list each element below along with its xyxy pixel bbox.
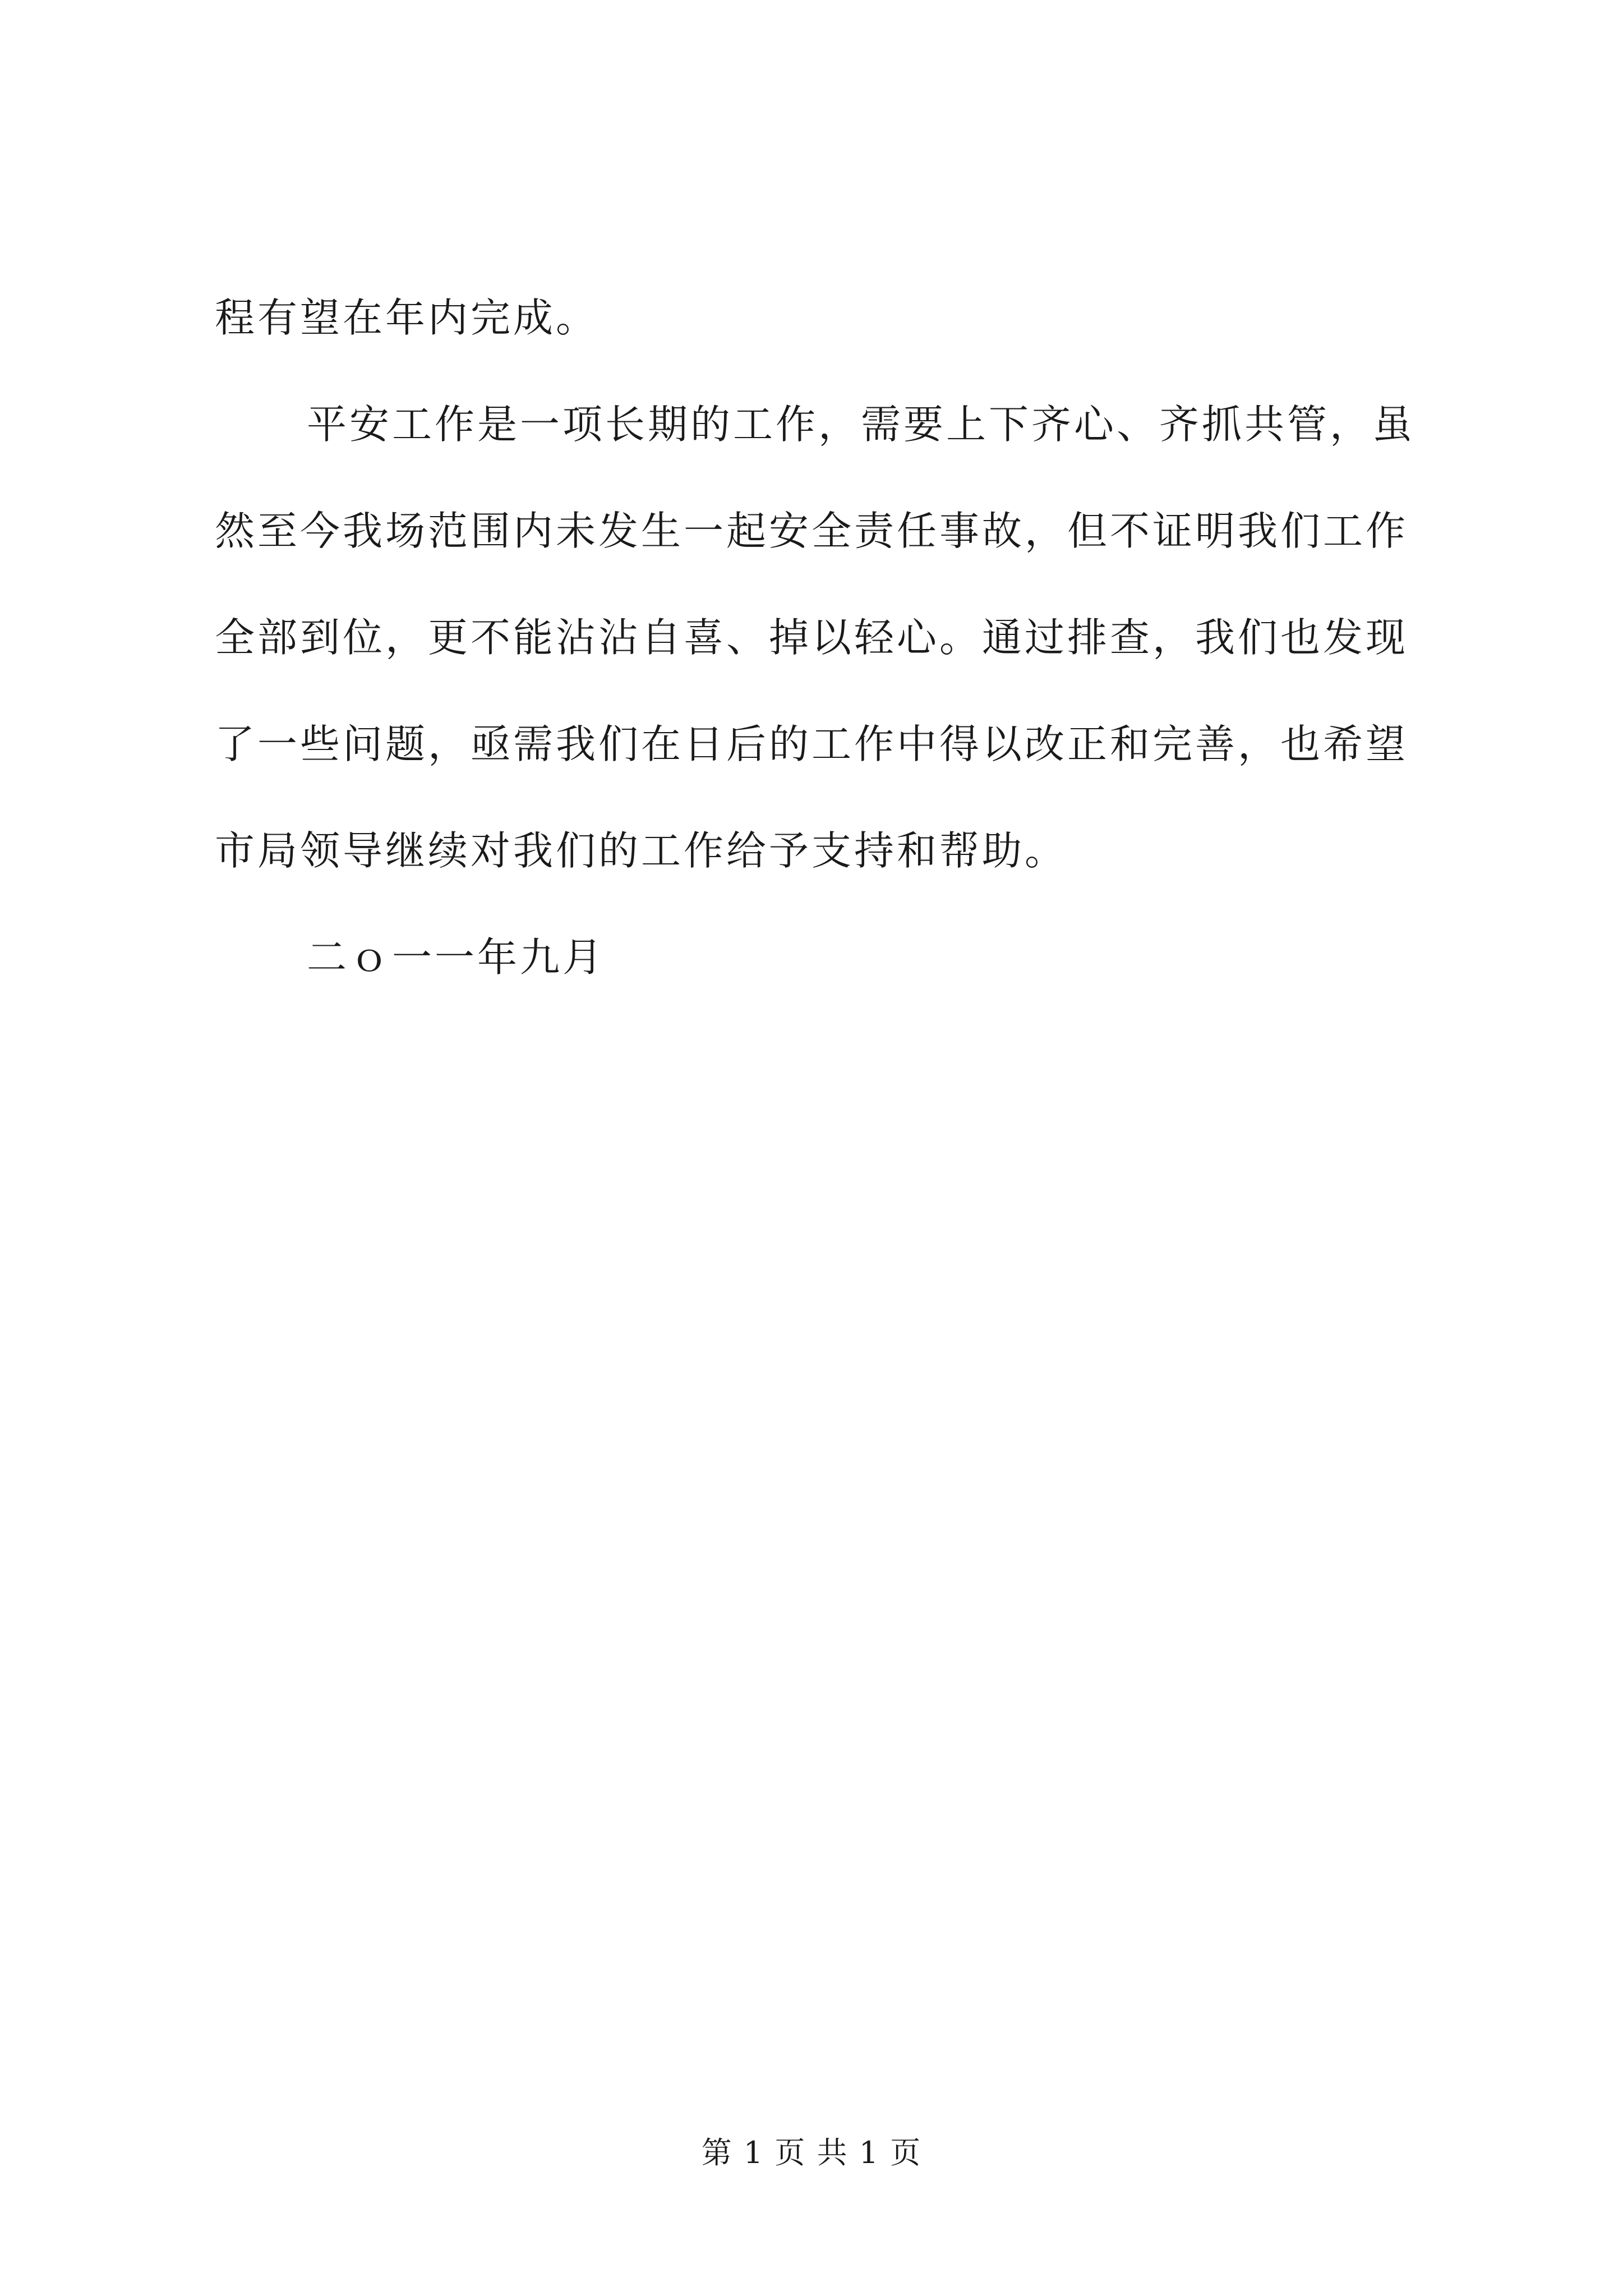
date-line: 二ｏ一一年九月: [307, 934, 606, 981]
paragraph-line: 市局领导继续对我们的工作给予支持和帮助。: [215, 827, 1068, 874]
document-body: [215, 265, 1421, 1011]
paragraph-line: 平安工作是一项长期的工作，需要上下齐心、齐抓共管，虽: [307, 401, 1415, 448]
paragraph-line: 了一些问题，亟需我们在日后的工作中得以改正和完善，也希望: [215, 721, 1409, 767]
paragraph-line: 程有望在年内完成。: [215, 295, 599, 341]
page-footer: 第 1 页 共 1 页: [701, 2135, 922, 2170]
paragraph-line: 然至今我场范围内未发生一起安全责任事故，但不证明我们工作: [215, 508, 1409, 554]
paragraph-line: 全部到位，更不能沾沾自喜、掉以轻心。通过排查，我们也发现: [215, 614, 1409, 661]
